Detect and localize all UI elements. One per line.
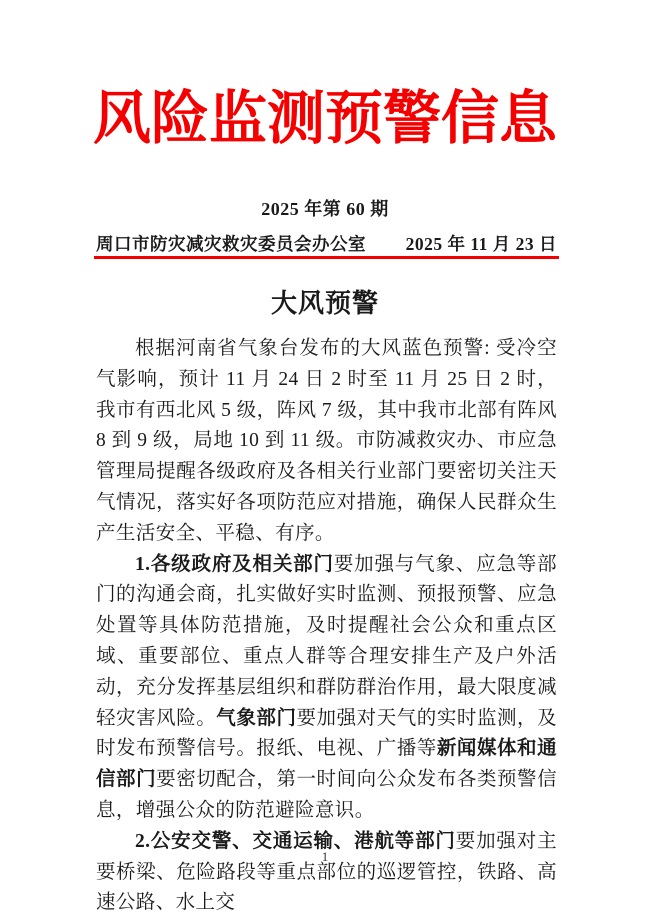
document-body [96, 334, 557, 919]
emphasis-text: 2.公安交警、交通运输、港航等部门 [135, 830, 456, 852]
paragraph-item-1 [96, 550, 557, 827]
document-title: 风险监测预警信息 [92, 86, 557, 151]
paragraph-item-2 [96, 827, 557, 919]
header-divider-rule [94, 256, 559, 259]
page-number: 1 [321, 849, 329, 864]
body-text: 要加强与气象、应急等部门的沟通会商，扎实做好实时监测、预报预警、应急处置等具体防范措施，及时提醒社会公众和重点区域、重要部位、重点人群等合理安排生产及户外活动，充分发挥基层组织和群防群治作用，最大限度减轻灾害风险。 [96, 553, 557, 729]
paragraph-intro [96, 334, 557, 550]
header-row [96, 231, 557, 256]
issuing-office: 周口市防灾减灾救灾委员会办公室 [96, 234, 366, 254]
emphasis-text: 新闻媒体和通信部门 [96, 738, 557, 791]
emphasis-text: 1.各级政府及相关部门 [135, 553, 334, 575]
body-text: 要加强对天气的实时监测，及时发布预警信号。报纸、电视、广播等 [96, 707, 557, 760]
body-text: 要密切配合，第一时间向公众发布各类预警信息，增强公众的防范避险意识。 [96, 769, 557, 821]
body-text: 根据河南省气象台发布的大风蓝色预警: 受冷空气影响，预计 11 月 24 日 2 时至 11 月 25 日 2 时，我市有西北风 5 级，阵风 7 级，其中我市北部有阵风 8 到 9 级，局地 10 到 11 级。市防减救灾办、市应急管理局提醒各级政府及各相关行业部门要密切关注天气情况，落实好各项防范应对措施，确保人民群众生产生活安全、平稳、有序。 [96, 338, 557, 544]
emphasis-text: 气象部门 [216, 707, 297, 729]
body-text: 要加强对主要桥梁、危险路段等重点部位的巡逻管控，铁路、高速公路、水上交 [96, 830, 557, 914]
issue-number-line: 2025 年第 60 期 [261, 199, 389, 219]
issue-date: 2025 年 11 月 23 日 [405, 234, 557, 254]
section-title: 大风预警 [270, 289, 379, 318]
